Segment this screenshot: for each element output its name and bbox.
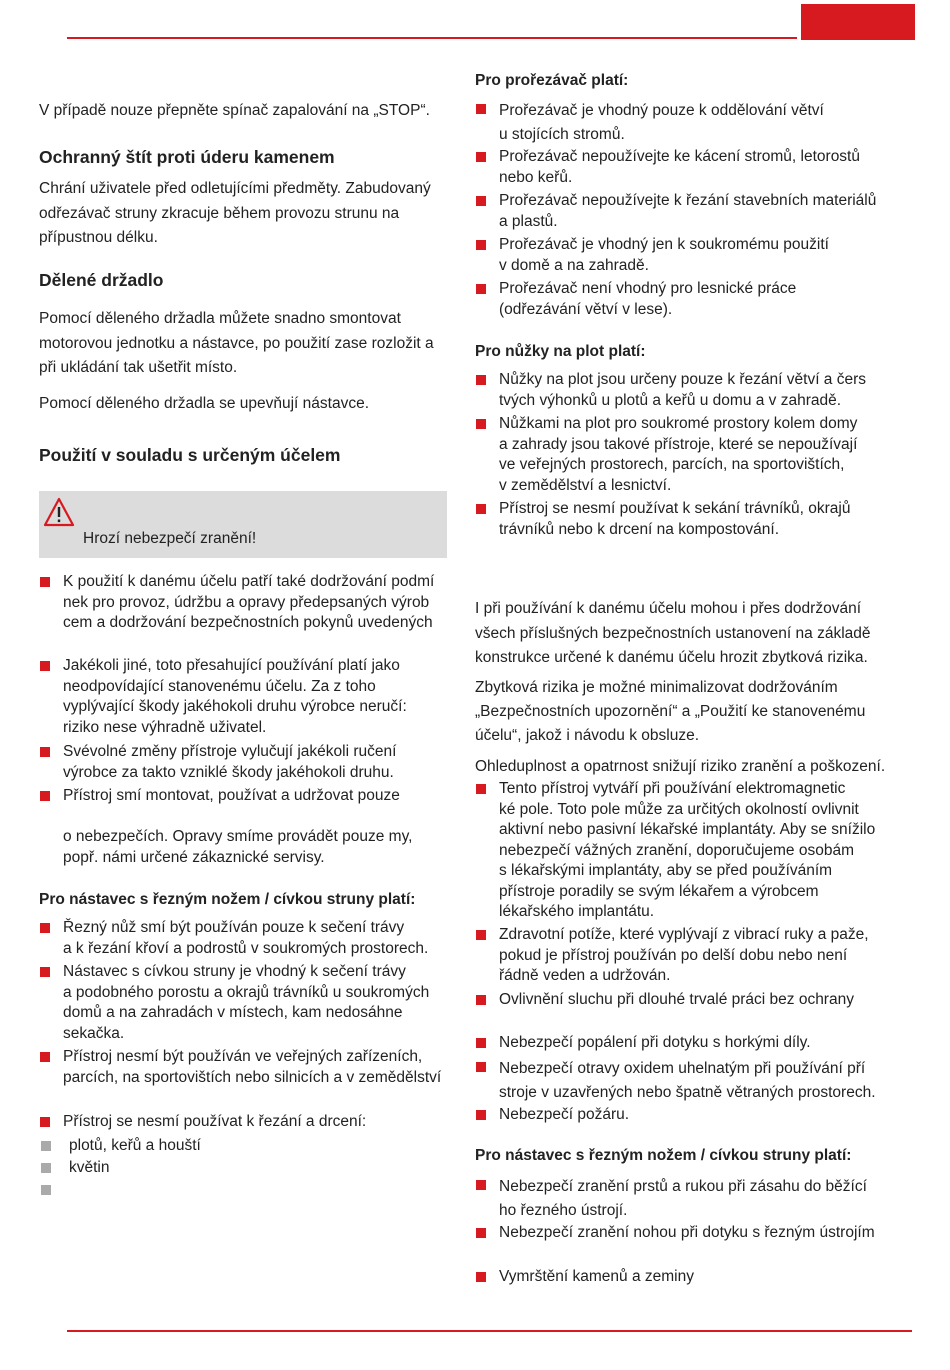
sub-list-item: plotů, keřů a houští bbox=[39, 1136, 201, 1157]
footer-rule bbox=[67, 1330, 912, 1332]
list-item: Nebezpečí požáru. bbox=[475, 1105, 629, 1126]
list-item: Tento přístroj vytváří při používání elektromagnetic ké pole. Toto pole může za určitých okolností ovlivnit aktivní nebo pasivní lékařské implantáty. Aby se snížilo nebezpečí vážných zranění, doporučujeme osobám s lékařskými implantáty, aby se před používáním přístroje poradily se svým lékařem a výrobcem lékařského implantátu. bbox=[475, 779, 875, 923]
list-item: Přístroj nesmí být používán ve veřejných zařízeních, parcích, na sportovištích nebo silnicích a v zemědělství bbox=[39, 1047, 441, 1088]
list-item: Řezný nůž smí být používán pouze k sečení trávy a k řezání křoví a podrostů v soukromých prostorech. bbox=[39, 918, 428, 959]
list-item: Nebezpečí popálení při dotyku s horkými díly. bbox=[475, 1033, 811, 1054]
list-item: Svévolné změny přístroje vylučují jakékoli ručení výrobce za takto vzniklé škody jakéhokoli druhu. bbox=[39, 742, 396, 783]
emergency-text: V případě nouze přepněte spínač zapalování na „STOP“. bbox=[39, 102, 430, 119]
list-item: Nůžkami na plot pro soukromé prostory kolem domy a zahrady jsou takové přístroje, které se nepoužívají ve veřejných prostorech, parcích, na sportovištích, v zemědělství a lesnictví. bbox=[475, 414, 857, 496]
risk-paragraph: I při používání k danému účelu mohou i přes dodržování všech příslušných bezpečnostních ustanovení na základě konstrukce určené k danému účelu hrozit zbytková rizika. bbox=[475, 600, 871, 666]
list-item: Zdravotní potíže, které vyplývají z vibrací ruky a paže, pokud je přístroj používán po delší dobu nebo není řádně veden a udržován. bbox=[475, 925, 869, 987]
list-item: Jakékoli jiné, toto přesahující používání platí jako neodpovídající stanovenému účelu. Za z toho vyplývající škody jakéhokoli druhu výrobce neručí: riziko nese výhradně uživatel. bbox=[39, 656, 407, 738]
list-item: Přístroj se nesmí používat k sekání trávníků, okrajů trávníků nebo k drcení na kompostování. bbox=[475, 499, 850, 540]
hedge-heading: Pro nůžky na plot platí: bbox=[475, 343, 646, 360]
warning-box bbox=[39, 491, 447, 558]
list-item: Přístroj smí montovat, používat a udržovat pouze bbox=[39, 786, 400, 807]
list-item: Prořezávač nepoužívejte ke kácení stromů, letorostů nebo keřů. bbox=[475, 147, 860, 188]
handle-heading: Dělené držadlo bbox=[39, 270, 164, 290]
risk-paragraph: Zbytková rizika je možné minimalizovat dodržováním „Bezpečnostních upozornění“ a „Použití ke stanovenému účelu“, jakož i návodu k obsluze. bbox=[475, 679, 866, 744]
list-item: Nůžky na plot jsou určeny pouze k řezání větví a čers tvých výhonků u plotů a keřů u domu a v zahradě. bbox=[475, 370, 866, 411]
list-item: Prořezávač nepoužívejte k řezání stavebních materiálů a plastů. bbox=[475, 191, 876, 232]
header-tab-block bbox=[801, 4, 915, 40]
handle-text: Pomocí děleného držadla můžete snadno smontovat motorovou jednotku a nástavce, po použití zase rozložit a při ukládání tak ušetřit místo. bbox=[39, 310, 434, 376]
shield-text: Chrání uživatele před odletujícími předměty. Zabudovaný odřezávač struny zkracuje během provozu strunu na přípustnou délku. bbox=[39, 180, 431, 246]
pruner-heading: Pro prořezávač platí: bbox=[475, 72, 629, 89]
blade-heading-right: Pro nástavec s řezným nožem / cívkou struny platí: bbox=[475, 1147, 852, 1164]
list-item: Prořezávač je vhodný jen k soukromému použití v domě a na zahradě. bbox=[475, 235, 829, 276]
continuation-text: o nebezpečích. Opravy smíme provádět pouze my, popř. námi určené zákaznické servisy. bbox=[63, 828, 413, 866]
list-item: Prořezávač není vhodný pro lesnické práce (odřezávání větví v lese). bbox=[475, 279, 796, 320]
list-item: Přístroj se nesmí používat k řezání a drcení: bbox=[39, 1112, 366, 1133]
shield-heading: Ochranný štít proti úderu kamenem bbox=[39, 147, 335, 167]
list-item: K použití k danému účelu patří také dodržování podmí nek pro provoz, údržbu a opravy předepsaných výrob cem a dodržování bezpečnostních pokynů uvedených bbox=[39, 572, 434, 634]
risk-paragraph: Ohleduplnost a opatrnost snižují riziko zranění a poškození. bbox=[475, 758, 886, 775]
use-heading: Použití v souladu s určeným účelem bbox=[39, 445, 341, 465]
list-item: Nebezpečí zranění prstů a rukou při zásahu do běžící ho řezného ústrojí. bbox=[475, 1175, 867, 1223]
list-item: Ovlivnění sluchu při dlouhé trvalé práci bez ochrany bbox=[475, 990, 854, 1011]
handle-text-2: Pomocí děleného držadla se upevňují nástavce. bbox=[39, 395, 370, 412]
list-item: Nástavec s cívkou struny je vhodný k sečení trávy a podobného porostu a okrajů trávníků u soukromých domů a na zahradách v místech, kam nedosáhne sekačka. bbox=[39, 962, 429, 1044]
list-item: Prořezávač je vhodný pouze k oddělování větví u stojících stromů. bbox=[475, 99, 824, 147]
warning-text: Hrozí nebezpečí zranění! bbox=[83, 530, 257, 547]
list-item: Nebezpečí otravy oxidem uhelnatým při používání pří stroje v uzavřených nebo špatně větraných prostorech. bbox=[475, 1057, 876, 1105]
sub-list-item: květin bbox=[39, 1158, 110, 1179]
header-rule bbox=[67, 37, 797, 39]
list-item: Nebezpečí zranění nohou při dotyku s řezným ústrojím bbox=[475, 1223, 875, 1244]
warning-triangle-icon bbox=[43, 497, 75, 527]
list-item: Vymrštění kamenů a zeminy bbox=[475, 1267, 694, 1288]
blade-heading-left: Pro nástavec s řezným nožem / cívkou struny platí: bbox=[39, 891, 416, 908]
